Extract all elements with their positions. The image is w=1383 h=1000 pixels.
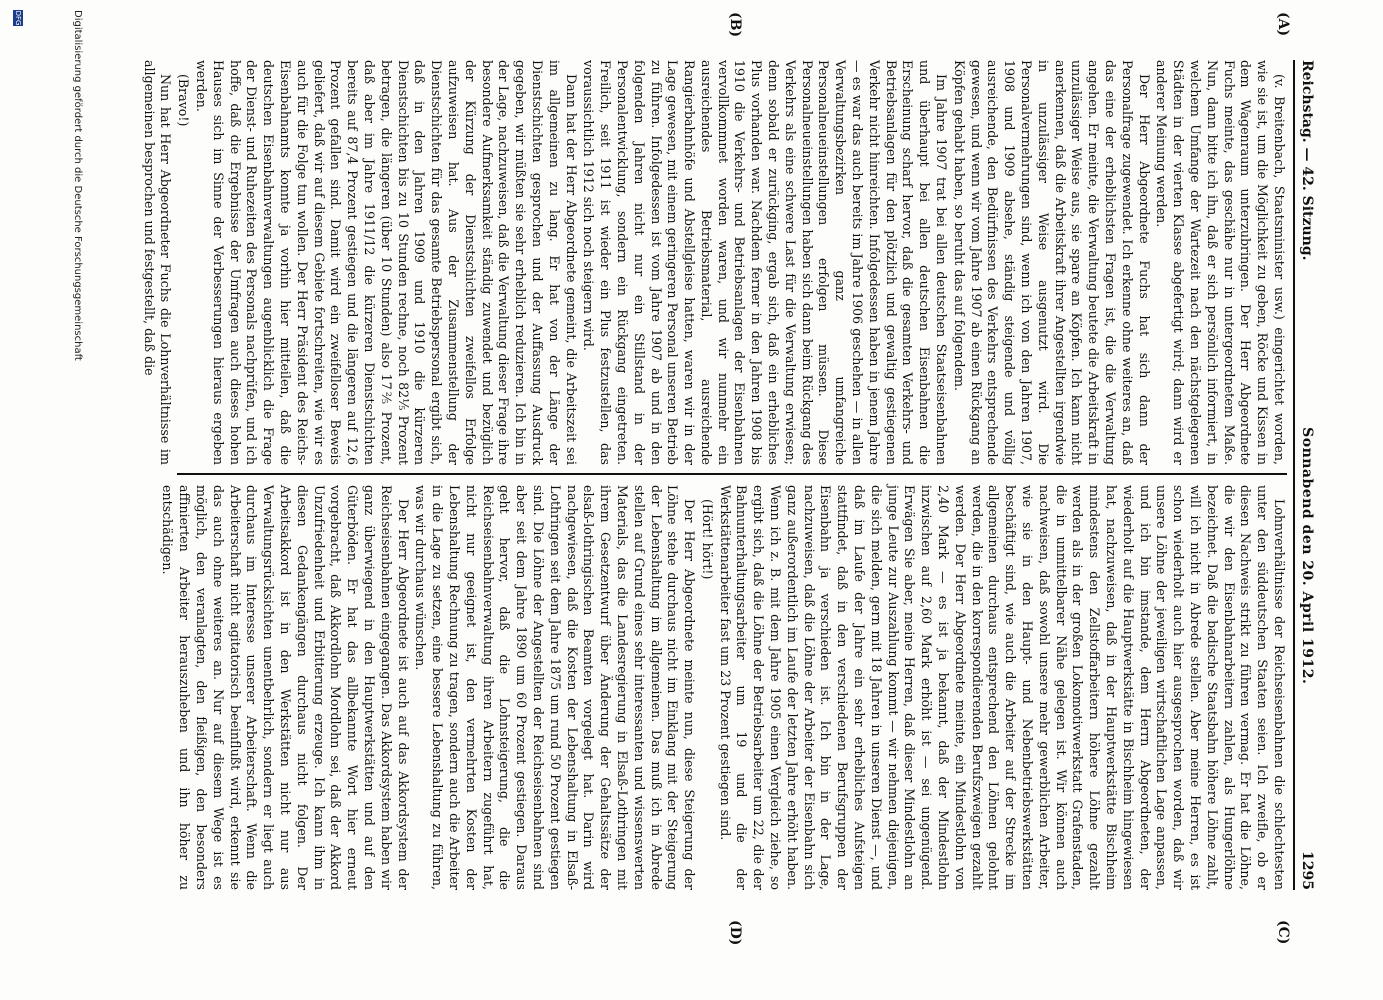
left-column: [141, 60, 1287, 465]
page-number: 1295: [1299, 851, 1315, 890]
paragraph: (Hört! hört!): [699, 499, 715, 580]
header-date: Sonnabend den 20. April 1912.: [1299, 427, 1315, 685]
paragraph: Nun hat Herr Abgeordneter Fuchs die Lohnverhältnisse im allgemeinen besprochen und festgestellt, daß die: [141, 60, 174, 465]
paragraph: Der Herr Abgeordnete ist auch auf das Akkordsystem der Reichseisenbahnen eingegangen. Das Akkordsystem haben wir ganz überwiegend in den Hauptwerkstätten und auf den Güterböden. Er hat das allbekannte Wort hier erneut vorgebracht, daß Akkordlohn Mordlohn sei, daß der Akkord Unzufriedenheit und Erbitterung erzeuge. Ich kann ihm in diesen Gedankengängen durchaus nicht folgen. Der Arbeitsakkord ist in den Werkstätten nicht nur aus Verwaltungsrücksichten unentbehrlich, sondern er liegt auch durchaus im Interesse unserer Arbeiterschaft. Wenn die Arbeiterschaft nicht agitatorisch beeinflußt wird, erkennt sie das auch ohne weiteres an. Nur auf diesem Wege ist es möglich, den veranlagten, den fleißigen, den besonders affinierten Arbeiter herauszuheben und ihn höher zu entschädigen.: [160, 485, 411, 890]
column-divider: [177, 473, 1287, 475]
header-left: Reichstag. — 42. Sitzung.: [1299, 60, 1315, 261]
dfg-logo: DFG: [14, 10, 22, 26]
paragraph: Lohnverhältnisse der Reichseisenbahnen die schlechtesten unter den süddeutschen Staaten seien. Ich zweifle, ob er diesen Nachweis strikt zu führen vermag. Er hat die Löhne, die wir den Eisenbahnarbeitern zahlen, als Hungerlöhne bezeichnet. Daß die badische Staatsbahn höhere Löhne zahlt, will ich nicht in Abrede stellen. Aber meine Herren, es ist schon wiederholt auch hier ausgesprochen worden, daß wir unsere Löhne der jeweiligen wirtschaftlichen Lage anpassen, und ich bin imstande, dem Herrn Abgeordneten, der wiederholt auf die Hauptwerkstätte in Bischheim hingewiesen hat, nachzuweisen, daß in der Hauptwerkstätte Bischheim mindestens den Zellstoffarbeitern höhere Löhne gezahlt werden als in der großen Lokomotivwerkstatt Grafenstaden, die in unmittelbarer Nähe gelegen ist. Wir können auch nachweisen, daß sowohl unsere mehr gewerblichen Arbeiter, wie sie in den Haupt- und Nebenbetriebswerkstätten beschäftigt sind, wie auch die Arbeiter auf der Strecke im allgemeinen durchaus entsprechend den Löhnen gelohnt werden, die in den korrespondierenden Berufszweigen gezahlt werden. Der Herr Abgeordnete meinte, ein Mindestlohn von 2,40 Mark — es ist ja bekannt, daß der Mindestlohn inzwischen auf 2,60 Mark erhöht ist — sei ungenügend. Erwägen Sie aber, meine Herren, daß dieser Mindestlohn an junge Leute zur Auszahlung kommt — wir nehmen diejenigen, die sich melden, gern mit 18 Jahren in unseren Dienst —, und daß im Laufe der Jahre ein sehr erhebliches Aufsteigen stattfindet, daß in den verschiedenen Berufsgruppen der Eisenbahn ja verschieden ist. Ich bin in der Lage, nachzuweisen, daß die Löhne der Arbeiter der Eisenbahn sich ganz außerordentlich im Laufe der letzten Jahre erhöht haben. Wenn ich z. B. mit dem Jahre 1905 einen Vergleich ziehe, so ergibt sich, daß die Löhne der Betriebsarbeiter um 22, die der Bahnunterhaltungsarbeiter um 19 und die der Werkstättenarbeiter fast um 23 Prozent gestiegen sind.: [717, 485, 1287, 890]
paragraph: (Bravo!): [176, 74, 192, 127]
page-header: [1299, 60, 1325, 890]
margin-marker-d: (D): [727, 920, 743, 946]
margin-marker-b: (B): [727, 12, 743, 38]
digitization-note: Digitalisierung gefördert durch die Deutsche Forschungsgemeinschaft: [72, 10, 83, 361]
paragraph: Im Jahre 1907 trat bei allen deutschen Staatseisenbahnen und überhaupt bei allen deutschen Eisenbahnen die Erscheinung scharf hervor, daß die gesamten Verkehrs- und Betriebsanlagen für den plötzlich und gewaltig gestiegenen Verkehr nicht hinreichten. Infolgedessen haben in jenem Jahre — es war das auch bereits im Jahre 1906 geschehen — in allen Verwaltungsbezirken ganz umfangreiche Personalneueinstellungen erfolgen müssen. Diese Personalneueinstellungen haben sich dann beim Rückgang des Verkehrs als eine schwere Last für die Verwaltung erwiesen; denn sobald er zurückging, ergab sich, daß ein erhebliches Plus vorhanden war. Nachdem ferner in den Jahren 1908 bis 1910 die Verkehrs- und Betriebsanlagen der Eisenbahnen vervollkommnet worden waren, und wir nunmehr ein ausreichendes Betriebsmaterial, ausreichende Rangierbahnhöfe und Abstellgleise hatten, waren wir in der Lage gewesen, mit einem geringeren Personal unseren Betrieb zu führen. Infolgedessen ist vom Jahre 1907 ab und in den folgenden Jahren nicht nur ein Stillstand in der Personalentwicklung, sondern ein Rückgang eingetreten. Freilich, seit 1911 ist wieder ein Plus festzustellen, das voraussichtlich 1912 sich noch steigern wird.: [581, 60, 950, 465]
header-rule: [1293, 60, 1295, 890]
paragraph: Dann hat der Herr Abgeordnete gemeint, die Arbeitszeit sei im allgemeinen zu lang. Er hat von der Länge der Dienstschichten gesprochen und der Auffassung Ausdruck gegeben, wir müßten sie sehr erheblich reduzieren. Ich bin in der Lage, nachzuweisen, daß die Verwaltung dieser Frage ihre besondere Aufmerksamkeit ständig zuwendet und bezüglich der Kürzung der Dienstschichten zweifellos Erfolge aufzuweisen hat. Aus der Zusammenstellung der Dienstschichten für das gesamte Betriebspersonal ergibt sich, daß in den Jahren 1909 und 1910 die kürzeren Dienstschichten bis zu 10 Stunden rechne, noch 82⅕ Prozent betragen, die längeren (über 10 Stunden) also 17⅖ Prozent, daß aber im Jahre 1911/12 die kürzeren Dienstschichten bereits auf 87,4 Prozent gestiegen und die längeren auf 12,6 Prozent gefallen sind. Damit wird ein zweifelloser Beweis geliefert, daß wir auf diesem Gebiete fortschreiten, wie wir es auch für die Folge tun wollen. Der Herr Präsident des Reichs-Eisenbahnamts konnte ja vorhin hier mitteilen, daß die deutschen Eisenbahnverwaltungen augenblicklich die Frage der Dienst- und Ruhezeiten des Personals nachprüfen, und ich hoffe, daß die Ergebnisse der Umfragen auch dieses hohen Hauses sich im Sinne der Verbesserungen hieraus ergeben werden.: [194, 60, 579, 465]
margin-marker-c: (C): [1275, 920, 1291, 945]
paragraph: Der Herr Abgeordnete meinte nun, diese Steigerung der Löhne stehe durchaus nicht im Einklang mit der Steigerung der Lebenshaltung im allgemeinen. Das muß ich in Abrede stellen auf Grund eines sehr interessanten und wissenswerten Materials, das die Landesregierung in Elsaß-Lothringen mit ihrem Gesetzentwurf über Änderung der Gehaltssätze der elsaß-lothringischen Beamten vorgelegt hat. Darin wird nachgewiesen, daß die Kosten der Lebenshaltung in Elsaß-Lothringen seit dem Jahre 1875 um rund 50 Prozent gestiegen sind. Die Löhne der Angestellten der Reichseisenbahnen sind aber seit dem Jahre 1890 um 60 Prozent gestiegen. Daraus geht hervor, daß die Lohnsteigerung, die die Reichseisenbahnverwaltung ihren Arbeitern zugeführt hat, nicht nur geeignet ist, den vermehrten Kosten der Lebenshaltung Rechnung zu tragen, sondern auch die Arbeiter in die Lage zu setzen, eine bessere Lebenshaltung zu führen, was wir durchaus wünschen.: [413, 485, 698, 890]
paragraph: Der Herr Abgeordnete Fuchs hat sich dann der Personalfrage zugewendet. Ich erkenne ohne weiteres an, daß das eine der erheblichsten Fragen ist, die die Verwaltung angehen. Er meinte, die Verwaltung beutete die Arbeitskraft in unzulässiger Weise aus, sie spare an Köpfen. Ich kann nicht anerkennen, daß die Arbeitskraft ihrer Angestellten irgendwie in unzulässiger Weise ausgenutzt wird. Die Personalvermehrungen sind, wenn ich von den Jahren 1907, 1908 und 1909 absehe, ständig steigende und völlig ausreichende, den Bedürfnissen des Verkehrs entsprechende gewesen, und wenn wir vom Jahre 1907 ab einen Rückgang an Köpfen gehabt haben, so beruht das auf folgendem.: [951, 60, 1152, 465]
paragraph: (v. Breitenbach, Staatsminister usw.) eingerichtet worden, wie sie ist, um die Möglichkeit zu geben, Röcke und Kissen in dem Wagenraum unterzubringen. Der Herr Abgeordnete Fuchs meinte, das geschähe nur in untergeordnetem Maße. Nun, dann bitte ich ihn, daß er sich persönlich informiert, in welchem Umfange der Wartezeit nach den nächstgelegenen Städten in der vierten Klasse abgefertigt wird; dann wird er anderer Meinung werden.: [1154, 60, 1287, 465]
right-column: [160, 485, 1287, 890]
margin-marker-a: (A): [1275, 12, 1291, 37]
